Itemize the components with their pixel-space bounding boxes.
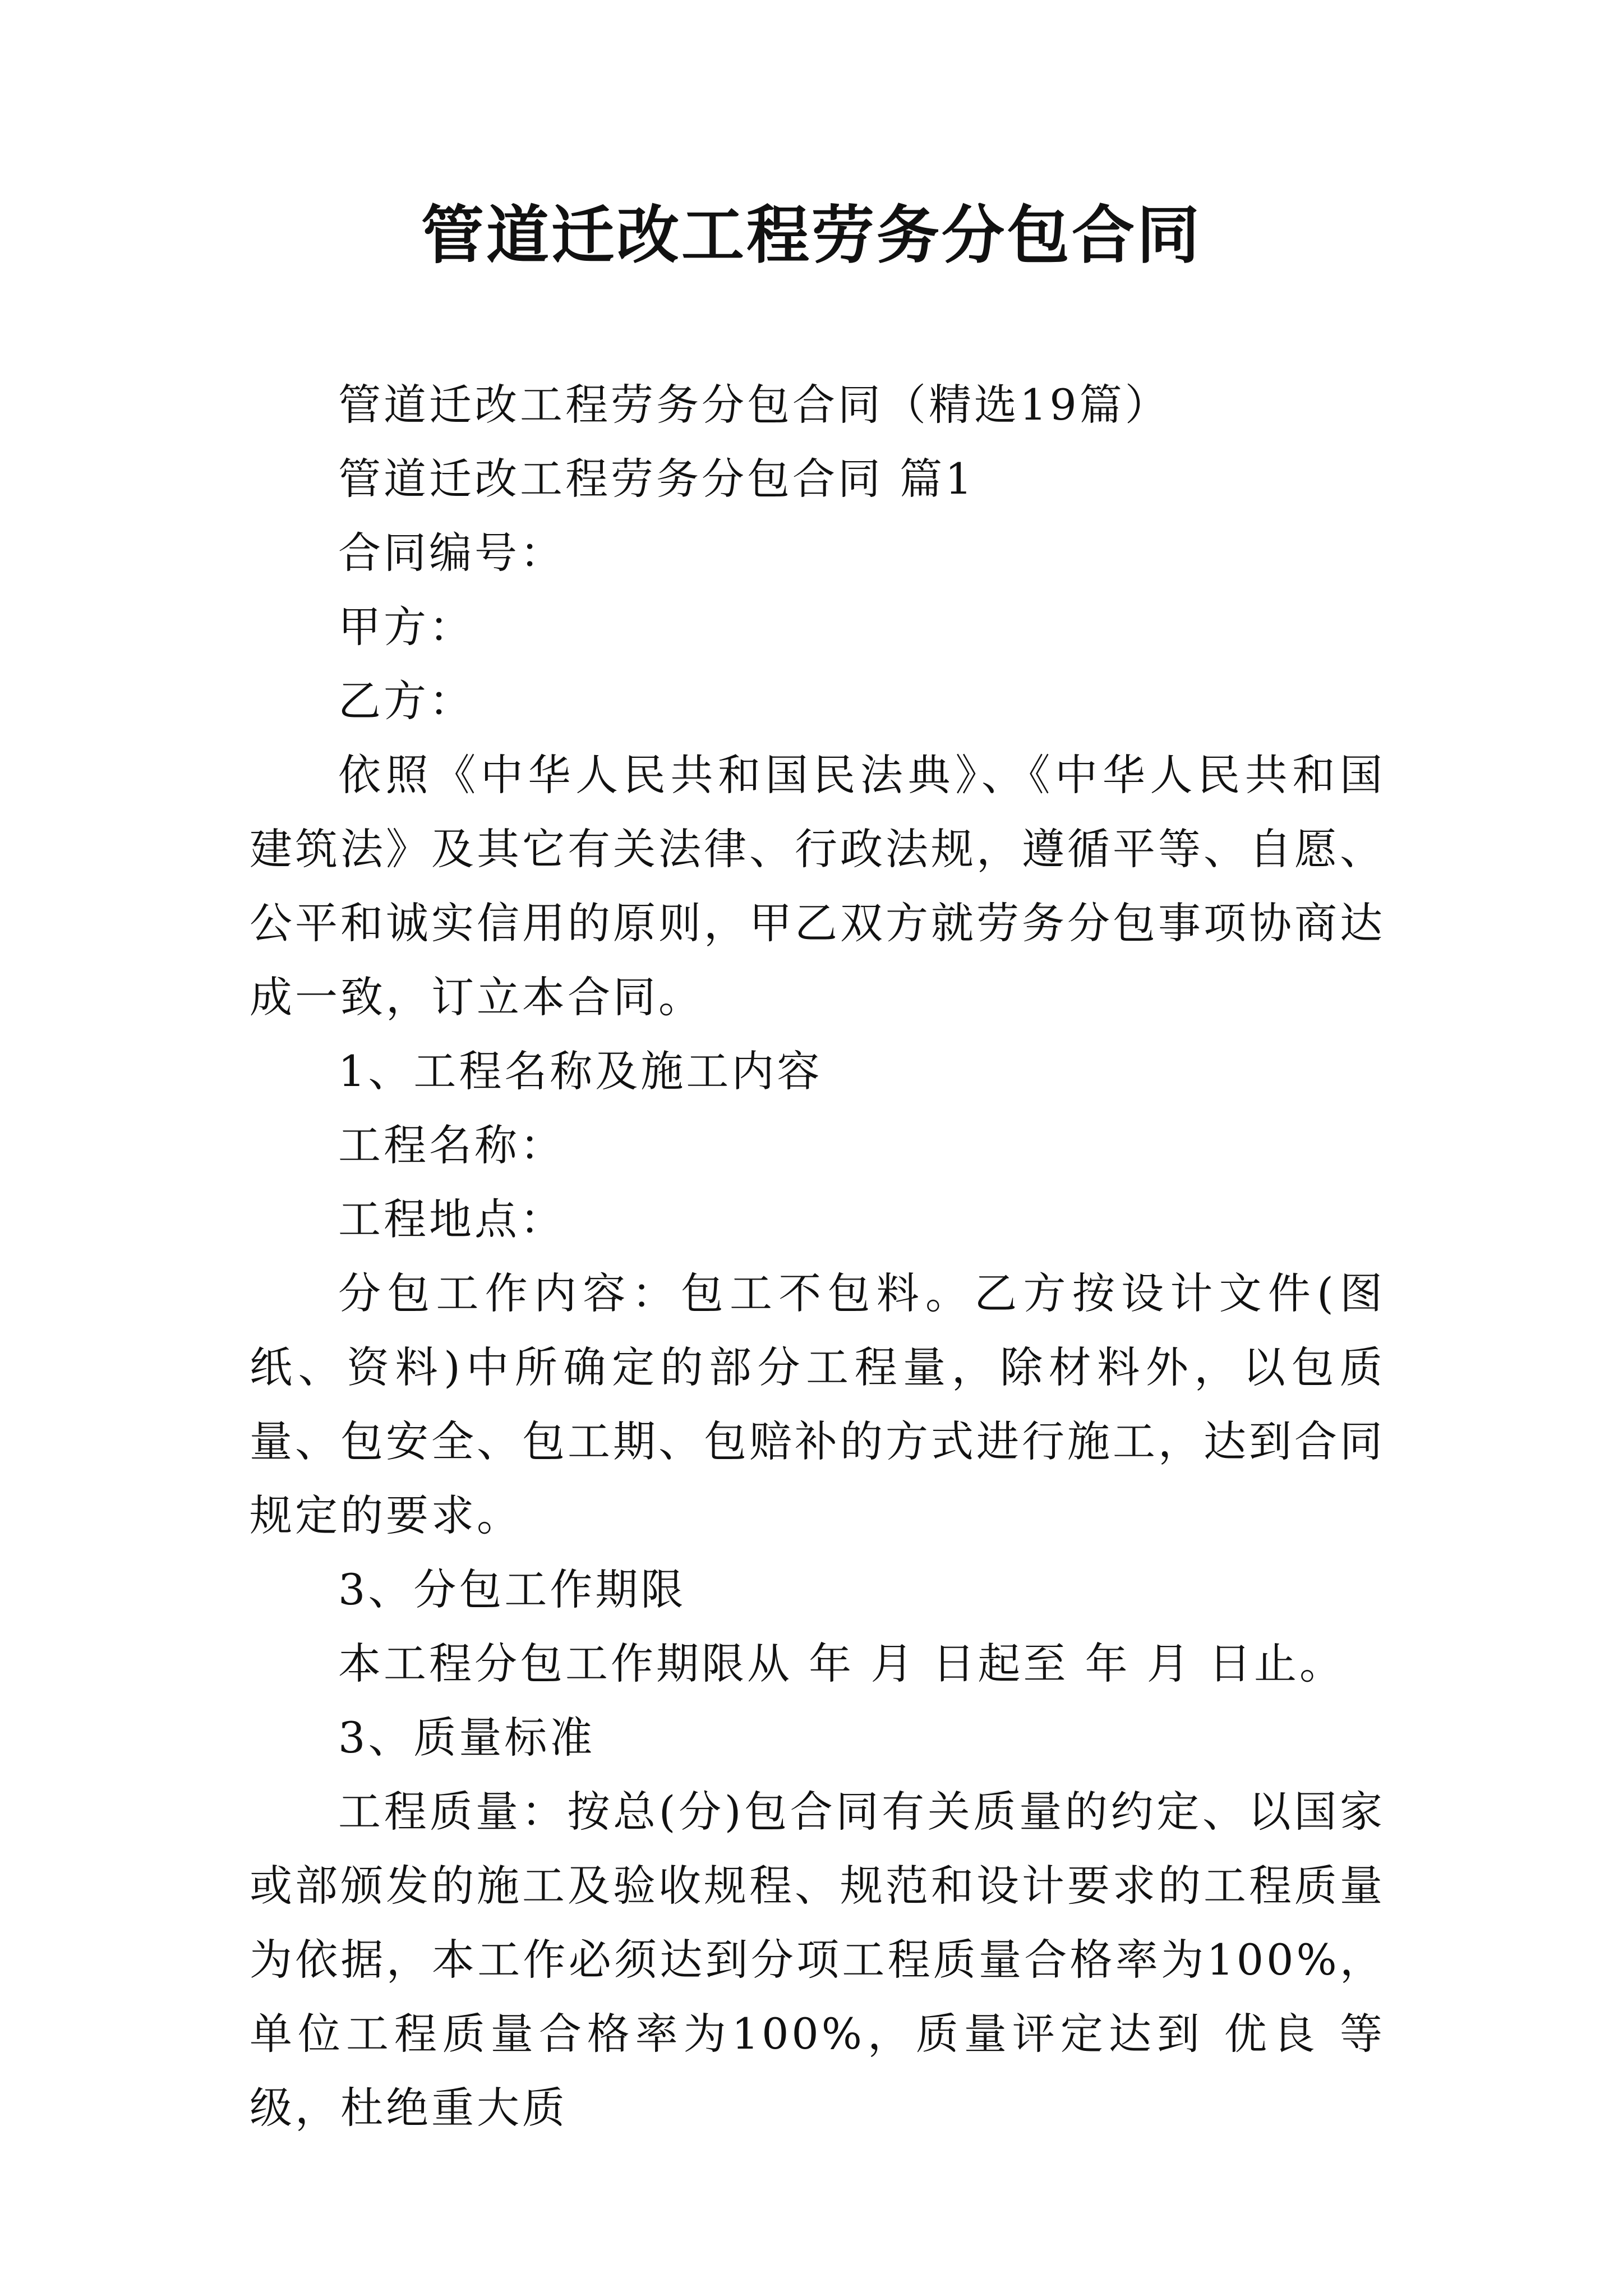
paragraph-party-b: 乙方： (338, 676, 474, 726)
paragraph-preamble: 依照《中华人民共和国民法典》、《中华人民共和国建筑法》及其它有关法律、行政法规，遵循平等、自愿、公平和诚实信用的原则，甲乙双方就劳务分包事项协商达成一致，订立本合同。 (250, 750, 1385, 1022)
paragraph-project-location: 工程地点： (338, 1194, 565, 1244)
paragraph-section-heading: 管道迁改工程劳务分包合同 篇1 (338, 454, 975, 504)
paragraph-work-content: 分包工作内容：包工不包料。乙方按设计文件(图纸、资料)中所确定的部分工程量，除材料外，以包质量、包安全、包工期、包赔补的方式进行施工，达到合同规定的要求。 (250, 1268, 1385, 1540)
paragraph-project-name: 工程名称： (338, 1120, 565, 1170)
paragraph-collection-title: 管道迁改工程劳务分包合同（精选19篇） (338, 380, 1170, 430)
paragraph-clause-quality-heading: 3、质量标准 (338, 1713, 596, 1763)
paragraph-clause-period-heading: 3、分包工作期限 (338, 1565, 686, 1614)
document-title: 管道迁改工程劳务分包合同 (421, 199, 1202, 272)
paragraph-work-period: 本工程分包工作期限从 年 月 日起至 年 月 日止。 (338, 1639, 1345, 1688)
paragraph-contract-number: 合同编号： (338, 528, 565, 578)
paragraph-party-a: 甲方： (338, 602, 474, 652)
document-body (250, 368, 1385, 2145)
paragraph-quality-standard: 工程质量：按总(分)包合同有关质量的约定、以国家或部颁发的施工及验收规程、规范和设计要求的工程质量为依据，本工作必须达到分项工程质量合格率为100%，单位工程质量合格率为100%，质量评定达到 优良 等级，杜绝重大质 (250, 1787, 1385, 2133)
paragraph-clause-1-heading: 1、工程名称及施工内容 (338, 1046, 823, 1096)
